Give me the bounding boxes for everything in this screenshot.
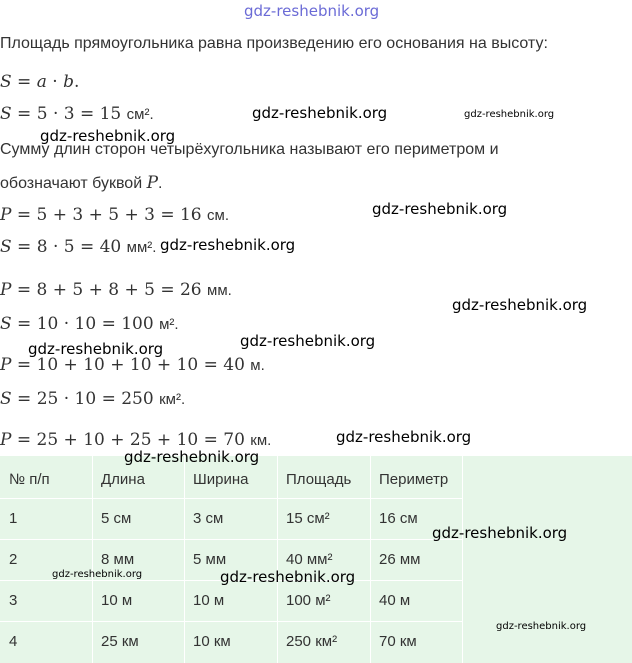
perimeter-text-2: обозначают буквой P. bbox=[0, 173, 163, 193]
table-cell: 3 см bbox=[193, 510, 224, 527]
calc-unit: мм². bbox=[126, 239, 157, 256]
calc-lhs: S bbox=[0, 389, 12, 409]
calc1-unit: см². bbox=[126, 106, 154, 123]
watermark: gdz-reshebnik.org bbox=[28, 340, 164, 358]
calc-lhs: S bbox=[0, 237, 12, 257]
calc-lhs: S bbox=[0, 314, 12, 334]
formula-area: S = a · b. bbox=[0, 72, 80, 92]
watermark: gdz-reshebnik.org bbox=[40, 127, 176, 145]
watermark: gdz-reshebnik.org bbox=[124, 448, 260, 466]
watermark: gdz-reshebnik.org bbox=[336, 428, 472, 446]
formula-lhs: S bbox=[0, 72, 12, 92]
calc1-lhs: S bbox=[0, 104, 12, 124]
calc-lhs: P bbox=[0, 280, 12, 300]
table-cell: 10 км bbox=[193, 633, 231, 650]
table-divider bbox=[184, 456, 185, 663]
watermark: gdz-reshebnik.org bbox=[240, 332, 376, 350]
calc-expr: 8 + 5 + 8 + 5 = 26 bbox=[36, 280, 202, 300]
perimeter-text-1: Сумму длин сторон четырёхугольника называют его периметром и bbox=[0, 141, 499, 158]
watermark-top: gdz-reshebnik.org bbox=[244, 2, 380, 20]
table-cell: 40 мм² bbox=[286, 551, 333, 568]
calc-unit: м². bbox=[159, 316, 179, 333]
calc-expr: 25 · 10 = 250 bbox=[36, 389, 154, 409]
watermark: gdz-reshebnik.org bbox=[372, 200, 508, 218]
formula-a: a bbox=[36, 72, 47, 92]
table-cell: 4 bbox=[9, 633, 18, 650]
watermark: gdz-reshebnik.org bbox=[52, 569, 143, 580]
perimeter-text-2-label: обозначают буквой bbox=[0, 175, 143, 192]
table-cell: 16 см bbox=[379, 510, 418, 527]
calc-expr: 5 + 3 + 5 + 3 = 16 bbox=[36, 205, 202, 225]
table-header: Периметр bbox=[379, 471, 449, 488]
table-header: Площадь bbox=[286, 471, 352, 488]
table-cell: 3 bbox=[9, 592, 18, 609]
perimeter-symbol: P bbox=[146, 173, 159, 193]
watermark: gdz-reshebnik.org bbox=[464, 109, 555, 120]
calc-expr: 10 + 10 + 10 + 10 = 40 bbox=[36, 355, 245, 375]
table-cell: 8 мм bbox=[101, 551, 135, 568]
table-cell: 40 м bbox=[379, 592, 411, 609]
table-divider bbox=[277, 456, 278, 663]
calc-lhs: P bbox=[0, 430, 12, 450]
calc-line: P = 25 + 10 + 25 + 10 = 70 км. bbox=[0, 430, 272, 450]
table-header: Ширина bbox=[193, 471, 249, 488]
calc-line: S = 10 · 10 = 100 м². bbox=[0, 314, 179, 334]
calc-unit: мм. bbox=[207, 282, 232, 299]
table-cell: 1 bbox=[9, 510, 18, 527]
table-cell: 70 км bbox=[379, 633, 417, 650]
table-divider bbox=[370, 456, 371, 663]
table-cell: 10 м bbox=[101, 592, 133, 609]
table-cell: 250 км² bbox=[286, 633, 338, 650]
intro-text: Площадь прямоугольника равна произведению его основания на высоту: bbox=[0, 35, 548, 52]
calc-area-1: S = 5 · 3 = 15 см². bbox=[0, 104, 154, 124]
calc-line: S = 8 · 5 = 40 мм². bbox=[0, 237, 157, 257]
table-divider bbox=[92, 456, 93, 663]
watermark: gdz-reshebnik.org bbox=[496, 621, 587, 632]
table-cell: 15 см² bbox=[286, 510, 330, 527]
calc-line: P = 10 + 10 + 10 + 10 = 40 м. bbox=[0, 355, 265, 375]
calc1-expr: 5 · 3 = 15 bbox=[36, 104, 122, 124]
table-cell: 2 bbox=[9, 551, 18, 568]
table-cell: 10 м bbox=[193, 592, 225, 609]
table-divider bbox=[0, 498, 462, 499]
calc-expr: 8 · 5 = 40 bbox=[36, 237, 122, 257]
watermark: gdz-reshebnik.org bbox=[252, 104, 388, 122]
watermark: gdz-reshebnik.org bbox=[220, 568, 356, 586]
table-divider bbox=[0, 539, 462, 540]
calc-unit: км². bbox=[159, 391, 186, 408]
table-cell: 25 км bbox=[101, 633, 139, 650]
calc-expr: 10 · 10 = 100 bbox=[36, 314, 154, 334]
table-cell: 26 мм bbox=[379, 551, 421, 568]
calc-line: S = 25 · 10 = 250 км². bbox=[0, 389, 186, 409]
calc-expr: 25 + 10 + 25 + 10 = 70 bbox=[36, 430, 245, 450]
table-divider bbox=[0, 621, 462, 622]
table-header: Длина bbox=[101, 471, 145, 488]
calc-lhs: P bbox=[0, 205, 12, 225]
table-cell: 100 м² bbox=[286, 592, 331, 609]
watermark: gdz-reshebnik.org bbox=[432, 524, 568, 542]
table-divider bbox=[462, 456, 463, 663]
table-cell: 5 мм bbox=[193, 551, 227, 568]
table-cell: 5 см bbox=[101, 510, 132, 527]
watermark: gdz-reshebnik.org bbox=[452, 296, 588, 314]
calc-unit: м. bbox=[250, 357, 265, 374]
formula-b: b bbox=[63, 72, 74, 92]
calc-unit: км. bbox=[250, 432, 272, 449]
table-header: № п/п bbox=[9, 471, 50, 488]
calc-unit: см. bbox=[207, 207, 230, 224]
watermark: gdz-reshebnik.org bbox=[160, 236, 296, 254]
calc-line: P = 8 + 5 + 8 + 5 = 26 мм. bbox=[0, 280, 232, 300]
calc-line: P = 5 + 3 + 5 + 3 = 16 см. bbox=[0, 205, 230, 225]
calc-lhs: P bbox=[0, 355, 12, 375]
